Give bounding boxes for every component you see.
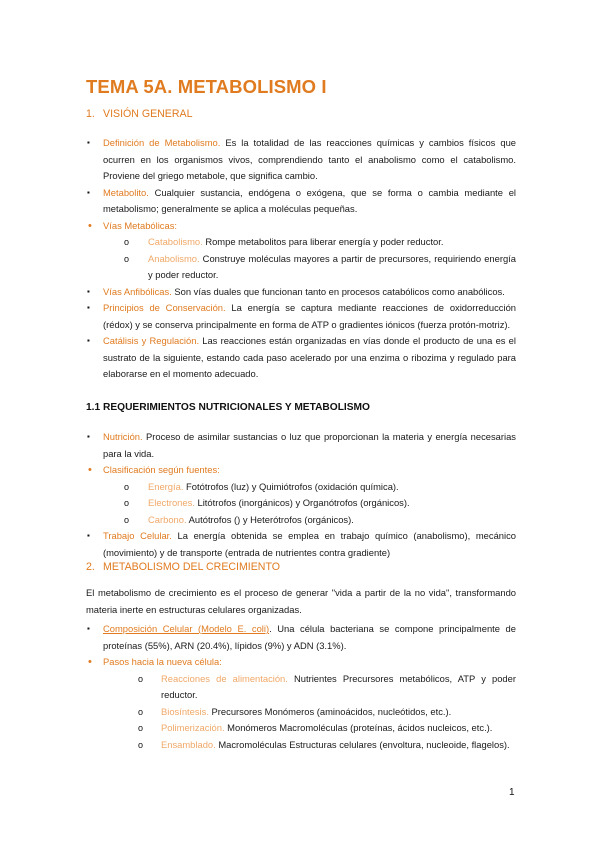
section-2-title: METABOLISMO DEL CRECIMIENTO bbox=[103, 561, 280, 573]
definition: Cualquier sustancia, endógena o exógena, que se forma o cambia mediante el metabolismo; generalmente se aplica a moléculas pequeñas. bbox=[103, 186, 516, 214]
section-2-list bbox=[86, 621, 516, 753]
list-item bbox=[86, 135, 516, 185]
section-1-1-title: REQUERIMIENTOS NUTRICIONALES Y METABOLISMO bbox=[103, 402, 370, 413]
section-1-1-number: 1.1 bbox=[86, 402, 101, 413]
definition: Nutrientes Precursores metabólicos, ATP y poder reductor. bbox=[161, 672, 516, 700]
term: Nutrición. bbox=[103, 431, 143, 442]
term: Principios de Conservación. bbox=[103, 302, 226, 313]
term: Pasos hacia la nueva célula: bbox=[103, 656, 222, 667]
definition: Macromoléculas Estructuras celulares (envoltura, nucleoide, flagelos). bbox=[215, 738, 510, 750]
list-item bbox=[86, 300, 516, 333]
definition: Autótrofos () y Heterótrofos (orgánicos). bbox=[186, 513, 354, 525]
definition: Monómeros Macromoléculas (proteínas, ácidos nucleicos, etc.). bbox=[224, 722, 493, 733]
term: Vías Anfibólicas. bbox=[103, 285, 172, 297]
term: Electrones. bbox=[148, 497, 195, 508]
sublist-item bbox=[103, 737, 516, 754]
sublist-item bbox=[103, 512, 516, 529]
list-item bbox=[86, 333, 516, 383]
page-number: 1 bbox=[509, 787, 515, 798]
sublist-item bbox=[103, 720, 516, 737]
list-item bbox=[86, 462, 516, 528]
vias-sublist bbox=[103, 234, 516, 284]
term: Composición Celular (Modelo E. coli) bbox=[103, 623, 270, 634]
term: Carbono. bbox=[148, 513, 187, 525]
list-item bbox=[86, 218, 516, 284]
term: Clasificación según fuentes: bbox=[103, 464, 220, 475]
term: Catabolismo. bbox=[148, 236, 203, 247]
term: Trabajo Celular. bbox=[103, 530, 172, 541]
definition: Construye moléculas mayores a partir de precursores, requiriendo energía y poder reductor. bbox=[148, 252, 516, 280]
section-2-intro: El metabolismo de crecimiento es el proceso de generar "vida a partir de la no vida", transformando materia inerte en estructuras celulares organizadas. bbox=[86, 587, 516, 615]
term: Definición de Metabolismo. bbox=[103, 137, 221, 148]
sublist-item bbox=[103, 671, 516, 704]
definition: Litótrofos (inorgánicos) y Organótrofos (orgánicos). bbox=[194, 497, 410, 508]
pasos-sublist bbox=[103, 671, 516, 754]
section-1-1-list bbox=[86, 429, 516, 561]
definition: La energía se captura mediante reacciones de oxidorreducción (rédox) y se conserva principalmente en forma de ATP o gradientes iónicos (fuerza protón-motriz). bbox=[103, 302, 516, 330]
term: Metabolito. bbox=[103, 186, 149, 198]
list-item bbox=[86, 654, 516, 753]
term: Vías Metabólicas: bbox=[103, 219, 177, 231]
list-item bbox=[86, 429, 516, 462]
list-item bbox=[86, 528, 516, 561]
definition: Precursores Monómeros (aminoácidos, nucleótidos, etc.). bbox=[208, 705, 452, 717]
sublist-item bbox=[103, 479, 516, 496]
definition: . Una célula bacteriana se compone principalmente de proteínas (55%), ARN (20.4%), lípidos (9%) y ADN (3.1%). bbox=[103, 623, 516, 651]
list-item bbox=[86, 185, 516, 218]
fuentes-sublist bbox=[103, 479, 516, 529]
section-1-number: 1. bbox=[86, 108, 95, 120]
sublist-item bbox=[103, 234, 516, 251]
definition: Las reacciones están organizadas en vías donde el producto de una es el sustrato de la siguiente, estando cada paso acelerado por una enzima o ribozima y regulado para elaborarse en el momento adecuado. bbox=[103, 335, 516, 379]
definition: Son vías duales que funcionan tanto en procesos catabólicos como anabólicos. bbox=[171, 285, 505, 297]
definition: Proceso de asimilar sustancias o luz que proporcionan la materia y energía necesarias para la vida. bbox=[103, 431, 516, 459]
term: Anabolismo. bbox=[148, 252, 200, 264]
definition: Rompe metabolitos para liberar energía y poder reductor. bbox=[202, 236, 444, 247]
section-1-title: VISIÓN GENERAL bbox=[103, 108, 193, 120]
term: Biosíntesis. bbox=[161, 705, 209, 717]
term: Energía. bbox=[148, 480, 184, 492]
section-2-heading bbox=[86, 561, 280, 573]
document-title: TEMA 5A. METABOLISMO I bbox=[86, 76, 327, 97]
definition: La energía obtenida se emplea en trabajo químico (anabolismo), mecánico (movimiento) y de transporte (entrada de nutrientes contra gradiente) bbox=[103, 530, 516, 558]
list-item bbox=[86, 284, 516, 301]
term: Ensamblado. bbox=[161, 738, 216, 750]
section-1-heading bbox=[86, 108, 192, 120]
term: Reacciones de alimentación. bbox=[161, 672, 288, 684]
section-1-list bbox=[86, 135, 516, 383]
section-2-number: 2. bbox=[86, 561, 95, 573]
term: Polimerización. bbox=[161, 722, 225, 733]
definition: Es la totalidad de las reacciones químicas y cambios físicos que ocurren en los organismos vivos, comprendiendo tanto el anabolismo como el catabolismo. Proviene del griego metabole, que significa cambio. bbox=[103, 137, 517, 181]
sublist-item bbox=[103, 251, 516, 284]
list-item bbox=[86, 621, 516, 654]
term: Catálisis y Regulación. bbox=[103, 335, 200, 346]
section-1-1-heading bbox=[86, 402, 370, 413]
sublist-item bbox=[103, 495, 516, 512]
sublist-item bbox=[103, 704, 516, 721]
definition: Fotótrofos (luz) y Quimiótrofos (oxidación química). bbox=[183, 480, 399, 492]
